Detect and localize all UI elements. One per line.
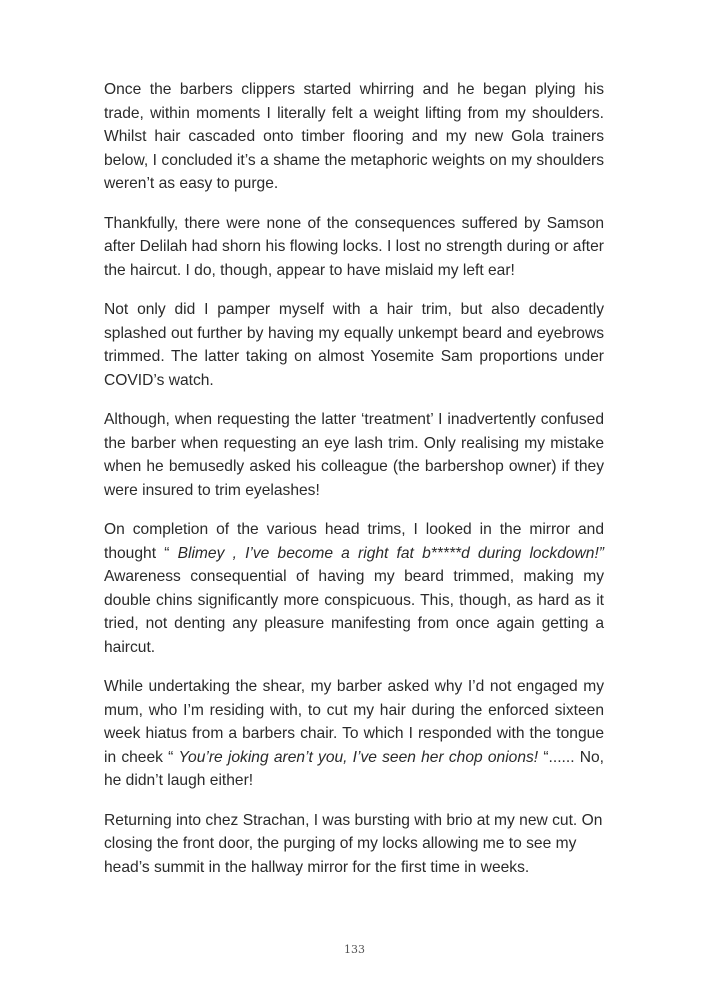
onions-quote: You’re joking aren’t you, I’ve seen her chop onions! bbox=[178, 748, 539, 766]
paragraph-mirror bbox=[104, 518, 604, 659]
mirror-text-after: Awareness consequential of having my beard trimmed, making my double chins significantly more conspicuous. This, though, as hard as it tried, not denting any pleasure manifesting from once again getting a haircut. bbox=[104, 568, 604, 656]
paragraph-eyelash-trim: Although, when requesting the latter ‘treatment’ I inadvertently confused the barber when requesting an eye lash trim. Only realising my mistake when he bemusedly asked his colleague (the barbershop owner) if they were insured to trim eyelashes! bbox=[104, 411, 604, 499]
paragraph-pamper: Not only did I pamper myself with a hair trim, but also decadently splashed out further by having my equally unkempt beard and eyebrows trimmed. The latter taking on almost Yosemite Sam proportions under COVID’s watch. bbox=[104, 301, 604, 389]
page-body bbox=[104, 78, 604, 895]
paragraph-samson: Thankfully, there were none of the consequences suffered by Samson after Delilah had shorn his flowing locks. I lost no strength during or after the haircut. I do, though, appear to have mislaid my left ear! bbox=[104, 214, 604, 279]
paragraph-barbers-clippers: Once the barbers clippers started whirring and he began plying his trade, within moments I literally felt a weight lifting from my shoulders. Whilst hair cascaded onto timber flooring and my new Gola trainers below, I concluded it’s a shame the metaphoric weights on my shoulders weren’t as easy to purge. bbox=[104, 81, 604, 192]
paragraph-mum-haircut bbox=[104, 675, 604, 793]
mum-text-after: “...... No, he didn’t laugh either! bbox=[104, 748, 604, 789]
paragraph-chez-strachan: Returning into chez Strachan, I was bursting with brio at my new cut. On closing the front door, the purging of my locks allowing me to see my head’s summit in the hallway mirror for the first time in weeks. bbox=[104, 811, 603, 876]
mum-text-before: While undertaking the shear, my barber asked why I’d not engaged my mum, who I’m residing with, to cut my hair during the enforced sixteen week hiatus from a barbers chair. To which I responded with the tongue in cheek “ bbox=[104, 678, 604, 766]
page-number: 133 bbox=[344, 943, 365, 956]
mirror-text-before: On completion of the various head trims, I looked in the mirror and thought “ bbox=[104, 521, 604, 562]
mirror-quote: Blimey , I’ve become a right fat b*****d during lockdown!” bbox=[177, 544, 604, 562]
